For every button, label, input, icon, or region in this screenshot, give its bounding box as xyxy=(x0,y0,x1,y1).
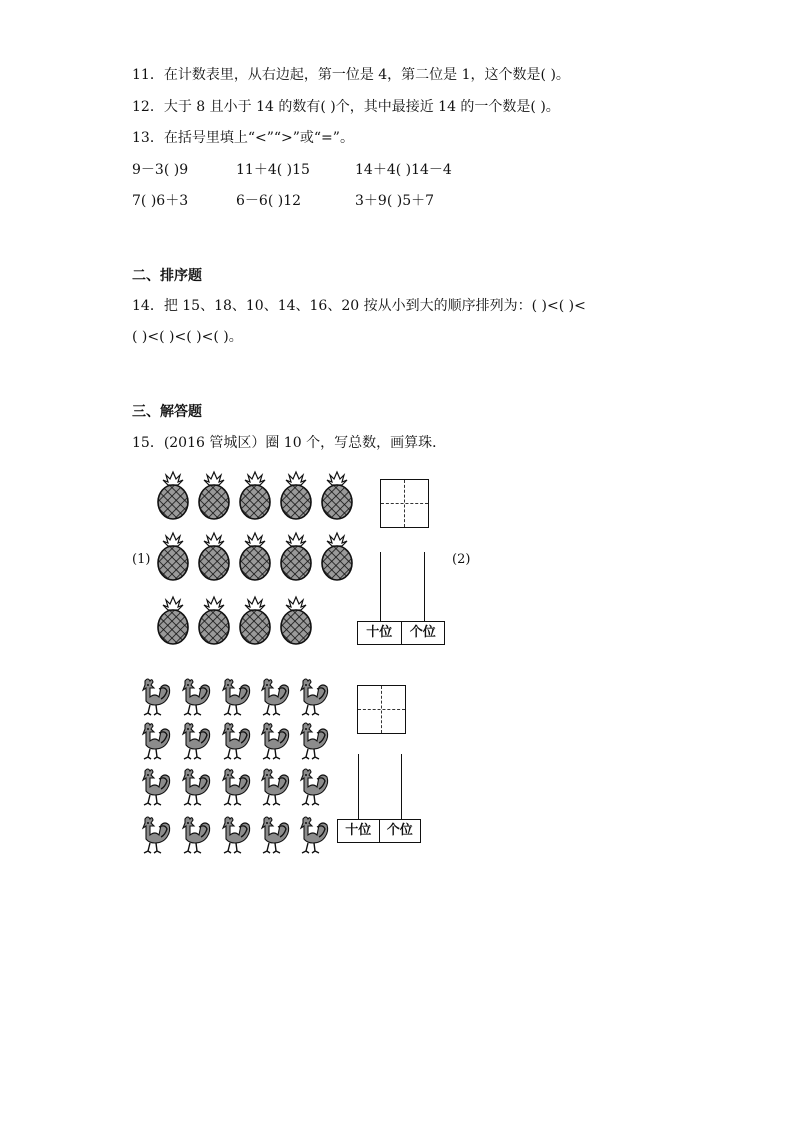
rooster-icon xyxy=(215,676,253,718)
ones-place-label: 个位 xyxy=(401,622,445,644)
rooster-icon xyxy=(175,766,213,808)
rooster-icon xyxy=(254,720,292,762)
ones-rod-1 xyxy=(424,552,425,622)
ones-rod-2 xyxy=(401,754,402,820)
rooster-icon xyxy=(293,814,331,856)
pineapple-icon xyxy=(196,595,232,645)
pineapple-icon xyxy=(196,531,232,581)
question-11: 11．在计数表里，从右边起，第一位是 4，第二位是 1，这个数是( )。 xyxy=(132,67,570,83)
pineapple-icon xyxy=(319,531,355,581)
answer-box-1[interactable] xyxy=(380,479,429,528)
rooster-icon xyxy=(175,814,213,856)
abacus-base-1 xyxy=(357,621,445,645)
rooster-icon xyxy=(293,766,331,808)
q13-expr-1-3: 14＋4( )14－4 xyxy=(355,162,452,178)
rooster-icon xyxy=(215,766,253,808)
pineapple-icon xyxy=(278,595,314,645)
question-14-line-1: 14．把 15、18、10、14、16、20 按从小到大的顺序排列为：( )<( )< xyxy=(132,298,586,314)
pineapple-icon xyxy=(237,470,273,520)
answer-box-2[interactable] xyxy=(357,685,406,734)
rooster-icon xyxy=(254,814,292,856)
pineapple-icon xyxy=(155,595,191,645)
tens-place-label: 十位 xyxy=(345,823,372,838)
q13-expr-2-2: 6－6( )12 xyxy=(236,193,302,209)
rooster-icon xyxy=(135,814,173,856)
question-12: 12．大于 8 且小于 14 的数有( )个，其中最接近 14 的一个数是( )。 xyxy=(132,99,560,115)
question-13: 13．在括号里填上“<”“>”或“=”。 xyxy=(132,130,354,146)
rooster-icon xyxy=(215,720,253,762)
rooster-icon xyxy=(135,720,173,762)
q13-expr-1-2: 11＋4( )15 xyxy=(236,162,310,178)
tens-place-label: 十位 xyxy=(366,625,393,640)
pineapple-icon xyxy=(155,531,191,581)
rooster-icon xyxy=(175,720,213,762)
pineapple-icon xyxy=(319,470,355,520)
rooster-icon xyxy=(293,720,331,762)
q13-expr-2-3: 3＋9( )5＋7 xyxy=(355,193,435,209)
rooster-icon xyxy=(135,676,173,718)
pineapple-icon xyxy=(278,531,314,581)
tens-rod-2 xyxy=(358,754,359,820)
q13-expr-1-1: 9－3( )9 xyxy=(132,162,189,178)
abacus-base-2 xyxy=(337,819,421,843)
section-heading-answers: 三、解答题 xyxy=(132,404,202,420)
pineapple-icon xyxy=(278,470,314,520)
rooster-icon xyxy=(254,766,292,808)
pineapple-icon xyxy=(155,470,191,520)
ones-place-label: 个位 xyxy=(379,820,421,842)
part-1-label: (1) xyxy=(132,552,151,567)
rooster-icon xyxy=(293,676,331,718)
pineapple-icon xyxy=(196,470,232,520)
rooster-icon xyxy=(254,676,292,718)
rooster-icon xyxy=(215,814,253,856)
question-14-line-2: ( )<( )<( )<( )。 xyxy=(132,329,243,345)
pineapple-icon xyxy=(237,595,273,645)
section-heading-sorting: 二、排序题 xyxy=(132,268,202,284)
part-2-label: (2) xyxy=(452,552,471,567)
rooster-icon xyxy=(135,766,173,808)
tens-rod-1 xyxy=(380,552,381,622)
pineapple-icon xyxy=(237,531,273,581)
rooster-icon xyxy=(175,676,213,718)
question-15: 15．(2016 管城区）圈 10 个，写总数，画算珠． xyxy=(132,435,447,451)
q13-expr-2-1: 7( )6＋3 xyxy=(132,193,189,209)
